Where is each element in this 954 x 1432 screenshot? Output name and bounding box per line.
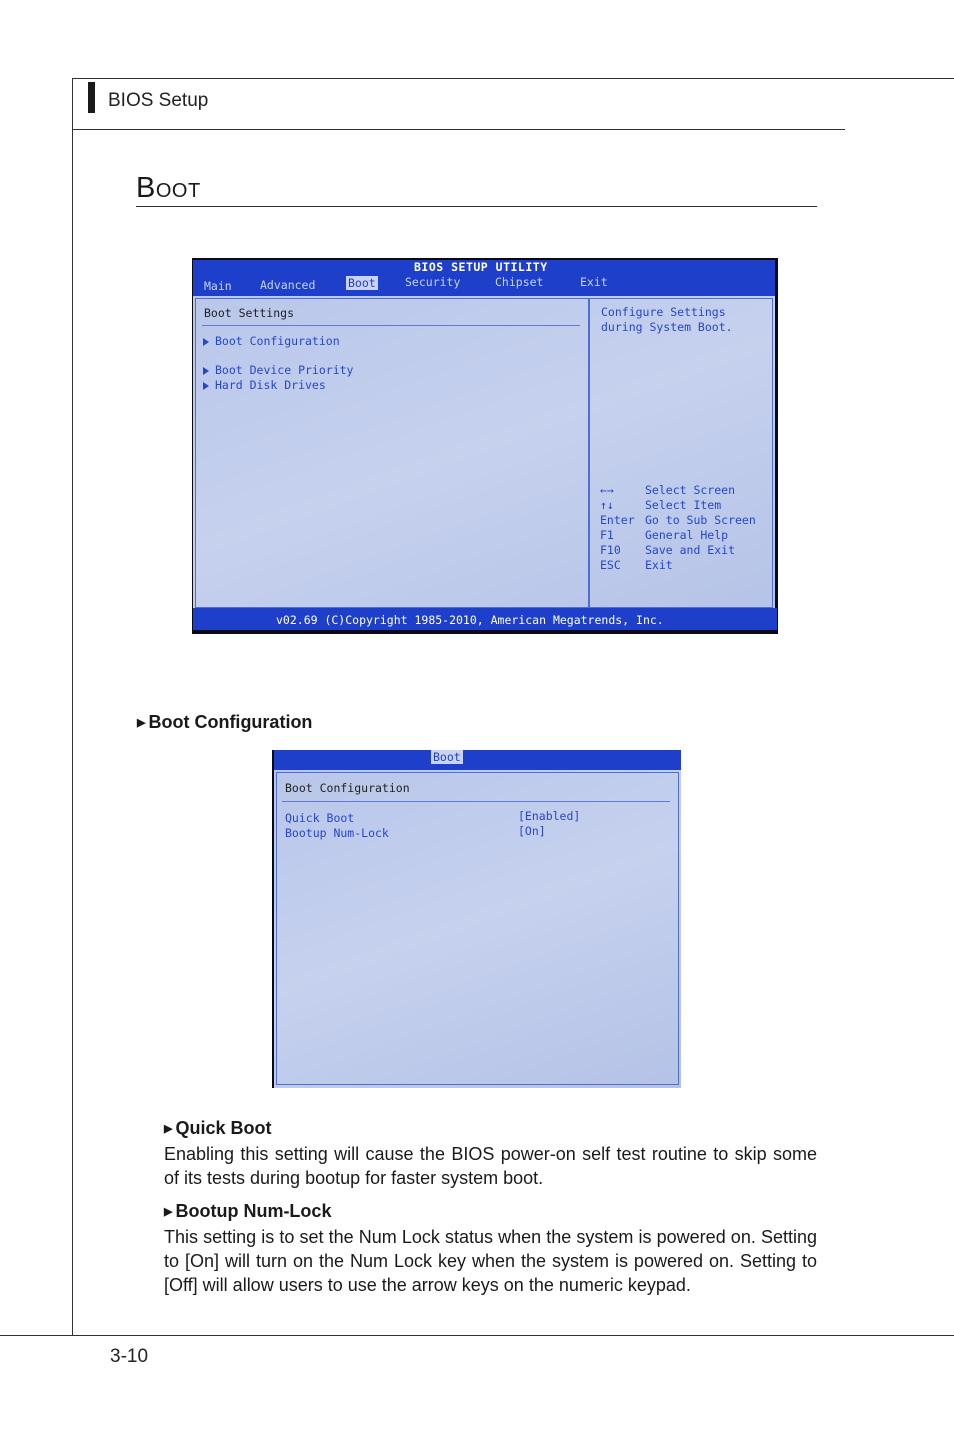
bios-item-boot-configuration[interactable] <box>203 334 340 348</box>
menu-main[interactable]: Main <box>204 279 232 293</box>
key-legend-key: F10 <box>600 543 621 557</box>
menu-exit[interactable]: Exit <box>580 275 608 289</box>
bios-copyright: v02.69 (C)Copyright 1985-2010, American Megatrends, Inc. <box>276 613 664 627</box>
left-margin-rule <box>72 78 73 1336</box>
key-legend-action: Exit <box>645 558 673 572</box>
footer-rule <box>0 1335 954 1336</box>
bios-item-label: Boot Configuration <box>215 334 340 348</box>
bios-item-label: Hard Disk Drives <box>215 378 326 392</box>
bios-sub-heading: Boot Configuration <box>285 781 410 795</box>
bios-sub-top-bar <box>274 750 681 770</box>
submenu-arrow-icon <box>203 338 209 346</box>
numlock-heading <box>164 1201 331 1222</box>
heading-text: Quick Boot <box>175 1118 272 1138</box>
key-legend-key: ←→ <box>600 483 614 497</box>
option-bootup-numlock[interactable]: Bootup Num-Lock <box>285 826 389 840</box>
heading-text: Boot Configuration <box>148 712 313 732</box>
key-legend-key: ESC <box>600 558 621 572</box>
key-legend-action: Go to Sub Screen <box>645 513 756 527</box>
page-number: 3-10 <box>110 1346 149 1367</box>
key-legend-action: Select Item <box>645 498 722 512</box>
quick-boot-description: Enabling this setting will cause the BIOS power-on self test routine to skip some of its tests during bootup for faster system boot. <box>164 1144 817 1188</box>
menu-boot-active[interactable]: Boot <box>433 750 461 764</box>
page-title: Boot <box>136 172 201 204</box>
menu-advanced[interactable]: Advanced <box>260 278 316 292</box>
header-bar-mark <box>88 82 95 113</box>
key-legend-key: F1 <box>600 528 614 542</box>
key-legend-action: Save and Exit <box>645 543 736 557</box>
key-legend-action: General Help <box>645 528 729 542</box>
bios-left-heading: Boot Settings <box>204 306 295 320</box>
quick-boot-heading <box>164 1118 271 1139</box>
header-section-title: BIOS Setup <box>108 90 209 111</box>
bios-item-hard-disk-drives[interactable] <box>203 378 326 392</box>
menu-boot-active[interactable]: Boot <box>348 276 376 290</box>
numlock-description: This setting is to set the Num Lock status when the system is powered on. Setting to [On] will turn on the Num Lock key when the system is powered on. Setting to [Off] will allow users to use the arrow keys on the numeric keypad. <box>164 1227 817 1295</box>
bullet-triangle-icon: ▶ <box>137 717 146 729</box>
bios-help-line-1: Configure Settings <box>601 305 726 319</box>
bios-help-line-2: during System Boot. <box>601 320 733 334</box>
title-rule <box>136 206 817 207</box>
top-rule <box>72 78 954 79</box>
heading-text: Bootup Num-Lock <box>175 1201 332 1221</box>
bullet-triangle-icon: ▶ <box>164 1206 173 1218</box>
key-legend-key: ↑↓ <box>600 498 614 512</box>
submenu-arrow-icon <box>203 382 209 390</box>
menu-chipset[interactable]: Chipset <box>495 275 544 289</box>
bios-left-heading-rule <box>202 325 580 326</box>
header-rule <box>72 129 845 130</box>
bios-item-label: Boot Device Priority <box>215 363 354 377</box>
key-legend-action: Select Screen <box>645 483 736 497</box>
bios-item-boot-device-priority[interactable] <box>203 363 353 377</box>
boot-configuration-heading <box>137 712 312 733</box>
option-quick-boot-value[interactable]: [Enabled] <box>518 809 581 823</box>
key-legend-key: Enter <box>600 513 635 527</box>
option-bootup-numlock-value[interactable]: [On] <box>518 824 546 838</box>
submenu-arrow-icon <box>203 367 209 375</box>
bios-main-screenshot <box>192 258 778 634</box>
bios-sub-heading-rule <box>282 801 670 802</box>
bios-boot-config-screenshot <box>272 750 681 1088</box>
bullet-triangle-icon: ▶ <box>164 1123 173 1135</box>
option-quick-boot[interactable]: Quick Boot <box>285 811 355 825</box>
bios-title: BIOS SETUP UTILITY <box>414 260 548 274</box>
menu-security[interactable]: Security <box>405 275 461 289</box>
